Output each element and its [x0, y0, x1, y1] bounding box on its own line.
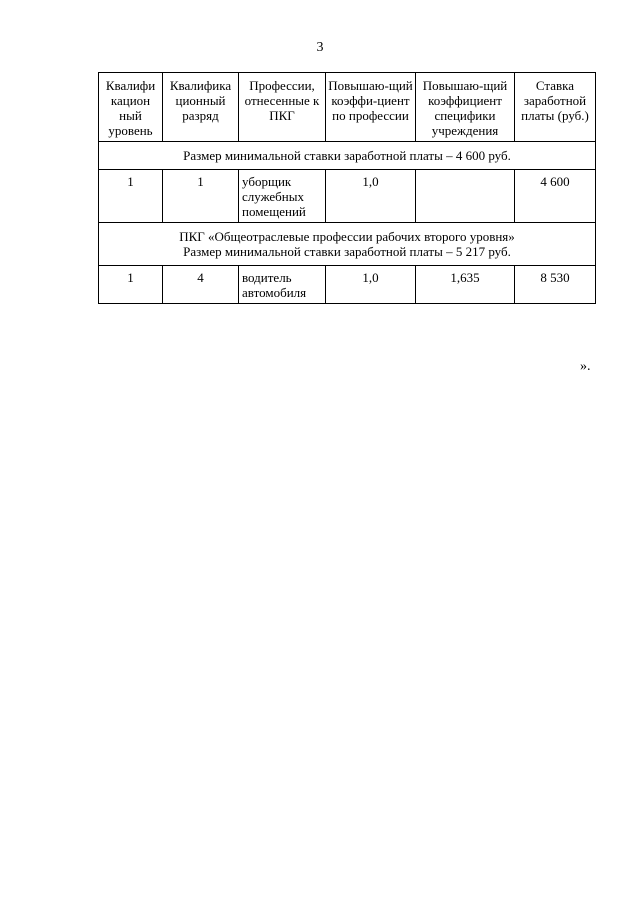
- cell-rate: 8 530: [515, 266, 596, 304]
- header-qualification-level: Квалифи кацион ный уровень: [99, 73, 163, 142]
- cell-coef-profession: 1,0: [326, 266, 416, 304]
- cell-rate: 4 600: [515, 170, 596, 223]
- cell-level: 1: [99, 170, 163, 223]
- header-qualification-grade: Квалифика ционный разряд: [163, 73, 239, 142]
- section-title: [99, 223, 596, 266]
- cell-coef-profession: 1,0: [326, 170, 416, 223]
- section-title: [99, 142, 596, 170]
- header-coef-profession: Повышаю-щий коэффи-циент по профессии: [326, 73, 416, 142]
- section-min-rate: Размер минимальной ставки заработной платы – 4 600 руб.: [183, 148, 511, 163]
- header-salary-rate: Ставка заработной платы (руб.): [515, 73, 596, 142]
- cell-grade: 4: [163, 266, 239, 304]
- cell-coef-institution: [416, 170, 515, 223]
- section-row: [99, 223, 596, 266]
- table-row: [99, 266, 596, 304]
- header-coef-institution: Повышаю-щий коэффициент специфики учреждения: [416, 73, 515, 142]
- page-number: 3: [316, 40, 324, 55]
- salary-table: [98, 72, 596, 304]
- header-professions: Профессии, отнесенные к ПКГ: [239, 73, 326, 142]
- cell-level: 1: [99, 266, 163, 304]
- cell-profession: водитель автомобиля: [239, 266, 326, 304]
- cell-profession: уборщик служебных помещений: [239, 170, 326, 223]
- table-header-row: [99, 73, 596, 142]
- section-min-rate: Размер минимальной ставки заработной платы – 5 217 руб.: [183, 244, 511, 259]
- section-row: [99, 142, 596, 170]
- cell-grade: 1: [163, 170, 239, 223]
- cell-coef-institution: 1,635: [416, 266, 515, 304]
- table-row: [99, 170, 596, 223]
- section-pkg-name: ПКГ «Общеотраслевые профессии рабочих второго уровня»: [179, 229, 515, 244]
- closing-quote: ».: [580, 359, 591, 374]
